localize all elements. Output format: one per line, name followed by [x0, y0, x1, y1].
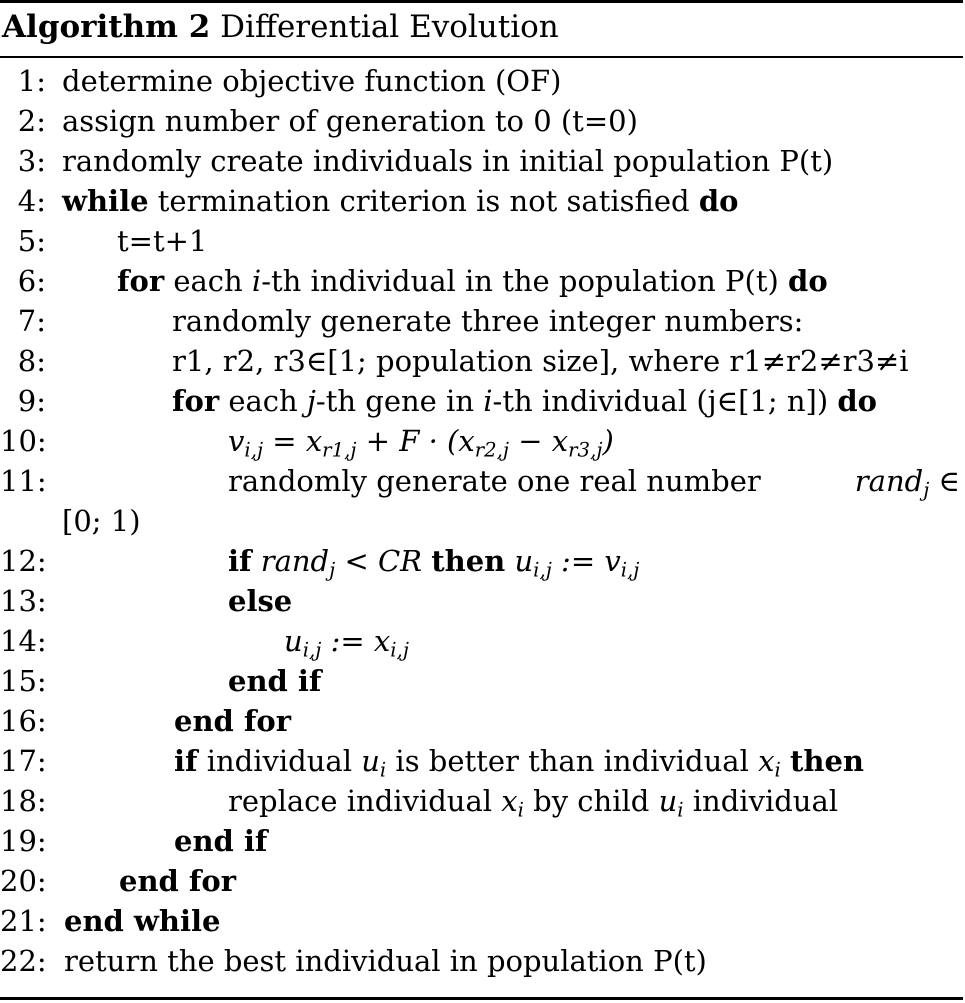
math-variable: $x_i$: [501, 784, 524, 822]
line-number: 21:: [0, 904, 47, 938]
math-variable: $x_i$: [758, 744, 781, 782]
line-number: 7:: [17, 304, 46, 338]
line-text: termination criterion is not satisfied: [148, 184, 699, 218]
line-number: 10:: [0, 424, 47, 458]
line-code: [117, 261, 828, 301]
keyword: do: [837, 384, 878, 418]
line-number: 4:: [17, 184, 46, 218]
keyword: end if: [228, 664, 322, 698]
bottom-rule: [0, 997, 963, 1000]
line-number: 2:: [17, 104, 46, 138]
line-code: [228, 541, 639, 581]
line-number: 6:: [17, 264, 46, 298]
line-number: 14:: [0, 624, 47, 658]
caption-label: Algorithm 2: [2, 9, 211, 45]
line-code: [62, 181, 738, 221]
line-text: assign number of generation to 0 (t=0): [62, 104, 638, 138]
line-text: r1, r2, r3∈[1; population size], where r1≠r2≠r3≠i: [172, 344, 909, 378]
caption-title: Differential Evolution: [220, 9, 559, 45]
line-number: 5:: [17, 224, 46, 258]
line-text: randomly create individuals in initial population P(t): [62, 144, 834, 178]
line-text: randomly generate one real number: [228, 464, 761, 498]
line-number: 13:: [0, 584, 47, 618]
line-text: each: [164, 264, 252, 298]
math-variable: rand$_j$ < CR: [260, 544, 422, 582]
line-text: determine objective function (OF): [62, 64, 562, 98]
line-number: 20:: [0, 864, 47, 898]
keyword: for: [117, 264, 165, 298]
math-variable: $u_i$: [361, 744, 387, 782]
line-text: is better than individual: [386, 744, 759, 778]
keyword: end for: [174, 704, 292, 738]
math-variable: $u_i$: [658, 784, 684, 822]
line-number: 22:: [0, 944, 47, 978]
keyword: do: [698, 184, 739, 218]
keyword: do: [788, 264, 828, 298]
line-number: 16:: [0, 704, 47, 738]
line-text: return the best individual in population P(t): [64, 944, 707, 978]
line-number: 12:: [0, 544, 47, 578]
line-text: by child: [523, 784, 659, 818]
line-number: 17:: [0, 744, 47, 778]
caption-rule: [0, 56, 963, 58]
line-text: individual: [197, 744, 362, 778]
line-text: randomly generate three integer numbers:: [172, 304, 804, 338]
math-expression: $u_{i,j}$ := $x_{i,j}$: [284, 624, 409, 662]
line-text: [0; 1): [62, 504, 141, 538]
keyword: if: [228, 544, 252, 578]
keyword: end while: [64, 904, 221, 938]
keyword: end for: [119, 864, 237, 898]
line-text: -th gene in: [315, 384, 484, 418]
math-variable: rand$_j$ ∈: [854, 464, 960, 502]
line-text: -th individual (j∈[1; n]): [492, 384, 838, 418]
keyword: for: [172, 384, 220, 418]
line-text: replace individual: [228, 784, 502, 818]
line-number: 18:: [0, 784, 47, 818]
keyword: else: [228, 584, 293, 618]
line-number: 8:: [17, 344, 46, 378]
keyword: then: [431, 544, 506, 578]
math-variable: i: [483, 384, 493, 418]
keyword: end if: [174, 824, 268, 858]
line-code: [228, 781, 838, 821]
line-number: 3:: [17, 144, 46, 178]
keyword: if: [174, 744, 198, 778]
line-code: [174, 741, 864, 781]
keyword: then: [789, 744, 864, 778]
line-text: -th individual in the population P(t): [261, 264, 789, 298]
line-code: [172, 381, 877, 421]
line-number: 19:: [0, 824, 47, 858]
math-expression: $u_{i,j}$ := $v_{i,j}$: [514, 544, 640, 582]
algorithm-caption: [2, 3, 559, 55]
line-text: individual: [683, 784, 839, 818]
line-code: [228, 461, 960, 501]
keyword: while: [62, 184, 149, 218]
math-variable: i: [251, 264, 262, 298]
line-number: 1:: [17, 64, 46, 98]
line-number: 11:: [0, 464, 47, 498]
line-number: 15:: [0, 664, 47, 698]
line-text: t=t+1: [117, 224, 208, 258]
math-variable: j: [306, 384, 316, 418]
line-text: each: [219, 384, 307, 418]
math-expression: $v_{i,j} = x_{r1,j} + F \cdot (x_{r2,j} - x_{r3,j})$: [228, 424, 614, 462]
line-number: 9:: [17, 384, 46, 418]
